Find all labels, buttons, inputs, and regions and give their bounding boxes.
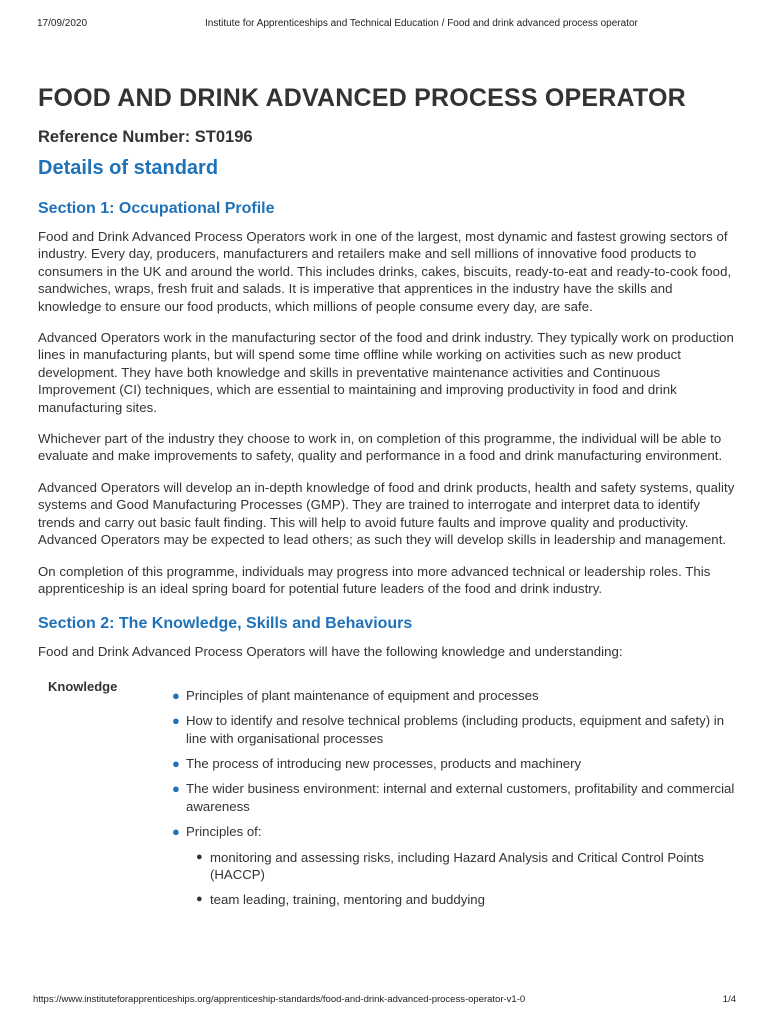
list-item-text: How to identify and resolve technical problems (including products, equipment and safety) in line with organisational processes (186, 713, 725, 746)
page-title: FOOD AND DRINK ADVANCED PROCESS OPERATOR (38, 84, 686, 112)
page-number: 1/4 (722, 994, 736, 1005)
list-item-text: Principles of: (186, 824, 262, 840)
sub-list-item (196, 891, 738, 908)
bullet-icon: ● (172, 781, 180, 797)
print-footer (0, 990, 770, 1010)
list-item-text: Principles of plant maintenance of equipment and processes (186, 687, 539, 703)
sub-list (186, 849, 738, 909)
sub-list-item (196, 849, 738, 884)
paragraph: Advanced Operators will develop an in-depth knowledge of food and drink products, health and safety systems, quality systems and Good Manufacturing Processes (GMP). They are trained to interrogate and interpret data to identify trends and carry out basic fault finding. This will help to avoid future faults and improve quality and productivity. Advanced Operators may be expected to lead others; as such they will develop skills in leadership and management. (38, 479, 735, 548)
print-page-title: Institute for Apprenticeships and Technical Education / Food and drink advanced process operator (205, 18, 638, 29)
bullet-icon: ● (172, 687, 180, 703)
knowledge-list (38, 687, 738, 909)
print-header (0, 0, 770, 40)
list-item-text: The process of introducing new processes, products and machinery (186, 755, 582, 771)
list-item (172, 780, 738, 815)
knowledge-block (38, 675, 738, 908)
bullet-icon: ● (172, 824, 180, 840)
paragraph: On completion of this programme, individuals may progress into more advanced technical or leadership roles. This apprenticeship is an ideal spring board for potential future leaders of the food and drink industry. (38, 563, 711, 596)
bullet-icon: ● (196, 850, 203, 863)
document-body (38, 82, 738, 908)
paragraph: Food and Drink Advanced Process Operators work in one of the largest, most dynamic and fastest growing sectors of industry. Every day, producers, manufacturers and retailers make and sell millions of innovative food products to consumers in the UK and around the world. This includes drinks, cakes, biscuits, ready-to-eat and ready-to-cook food, sandwiches, wraps, fresh fruit and salads. It is imperative that apprentices in the industry have the skills and knowledge to ensure our food products, which millions of people consume every day, are safe. (38, 229, 732, 314)
sub-list-item-text: team leading, training, mentoring and buddying (210, 892, 485, 908)
section1-heading: Section 1: Occupational Profile (38, 200, 275, 217)
section2-heading: Section 2: The Knowledge, Skills and Behaviours (38, 615, 413, 633)
print-url: https://www.instituteforapprenticeships.org/apprenticeship-standards/food-and-drink-advanced-process-operator-v1-0 (33, 994, 526, 1005)
details-heading: Details of standard (38, 157, 219, 179)
sub-list-item-text: monitoring and assessing risks, including Hazard Analysis and Critical Control Points (HACCP) (210, 849, 705, 882)
paragraph: Advanced Operators work in the manufacturing sector of the food and drink industry. They typically work on production lines in manufacturing plants, but will spend some time offline while working on activities such as new product development. They have both knowledge and skills in preventative maintenance activities and Continuous Improvement (CI) techniques, which are essential to maintaining and improving productivity in food and drink manufacturing sites. (38, 330, 734, 415)
reference-number: Reference Number: ST0196 (38, 128, 253, 146)
section2-intro: Food and Drink Advanced Process Operators will have the following knowledge and understanding: (38, 644, 623, 660)
paragraph: Whichever part of the industry they choose to work in, on completion of this programme, the individual will be able to evaluate and make improvements to safety, quality and performance in a food and drink manufacturing environment. (38, 431, 723, 464)
list-item-text: The wider business environment: internal and external customers, profitability and commercial awareness (186, 781, 735, 814)
knowledge-label: Knowledge (48, 678, 118, 694)
list-item (172, 712, 738, 747)
bullet-icon: ● (172, 755, 180, 771)
print-date: 17/09/2020 (37, 18, 88, 29)
bullet-icon: ● (172, 713, 180, 729)
list-item (172, 687, 738, 704)
list-item (172, 823, 738, 909)
list-item (172, 755, 738, 772)
bullet-icon: ● (196, 893, 203, 906)
